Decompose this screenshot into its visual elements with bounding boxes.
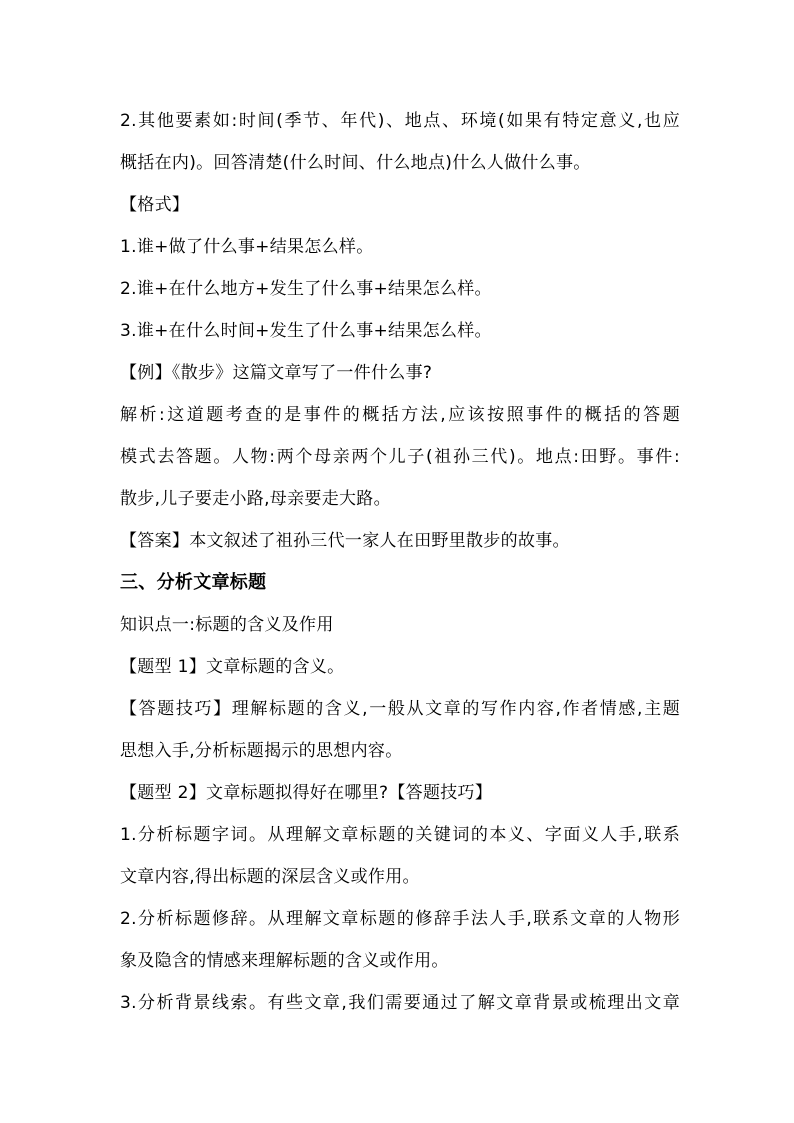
question-type-line: 【题型 1】文章标题的含义。 <box>120 657 345 677</box>
text-line: 文章内容,得出标题的深层含义或作用。 <box>120 867 420 887</box>
text-line: 【答题技巧】理解标题的含义,一般从文章的写作内容,作者情感,主题 <box>120 699 680 719</box>
example-line: 【例】《散步》这篇文章写了一件什么事? <box>120 363 433 383</box>
knowledge-point: 知识点一:标题的含义及作用 <box>120 615 334 635</box>
text-line: 思想入手,分析标题揭示的思想内容。 <box>120 741 403 761</box>
question-type-line: 【题型 2】文章标题拟得好在哪里?【答题技巧】 <box>120 783 493 803</box>
text-line: 3.谁+在什么时间+发生了什么事+结果怎么样。 <box>120 321 492 341</box>
section-heading: 三、分析文章标题 <box>120 572 267 593</box>
text-line: 1.分析标题字词。从理解文章标题的关键词的本义、字面义人手,联系 <box>120 825 680 845</box>
text-line: 1.谁+做了什么事+结果怎么样。 <box>120 237 374 257</box>
answer-line: 【答案】本文叙述了祖孙三代一家人在田野里散步的故事。 <box>120 531 570 551</box>
format-heading: 【格式】 <box>120 195 190 215</box>
text-line: 2.谁+在什么地方+发生了什么事+结果怎么样。 <box>120 279 492 299</box>
text-line: 概括在内)。回答清楚(什么时间、什么地点)什么人做什么事。 <box>120 153 591 173</box>
text-line: 3.分析背景线索。有些文章,我们需要通过了解文章背景或梳理出文章 <box>120 993 680 1013</box>
text-line: 象及隐含的情感来理解标题的含义或作用。 <box>120 951 449 971</box>
text-line: 模式去答题。人物:两个母亲两个儿子(祖孙三代)。地点:田野。事件: <box>120 447 680 467</box>
document-body <box>120 100 680 1024</box>
text-line: 2.其他要素如:时间(季节、年代)、地点、环境(如果有特定意义,也应 <box>120 111 680 131</box>
text-line: 散步,儿子要走小路,母亲要走大路。 <box>120 489 391 509</box>
text-line: 解析:这道题考查的是事件的概括方法,应该按照事件的概括的答题 <box>120 405 680 425</box>
text-line: 2.分析标题修辞。从理解文章标题的修辞手法人手,联系文章的人物形 <box>120 909 680 929</box>
